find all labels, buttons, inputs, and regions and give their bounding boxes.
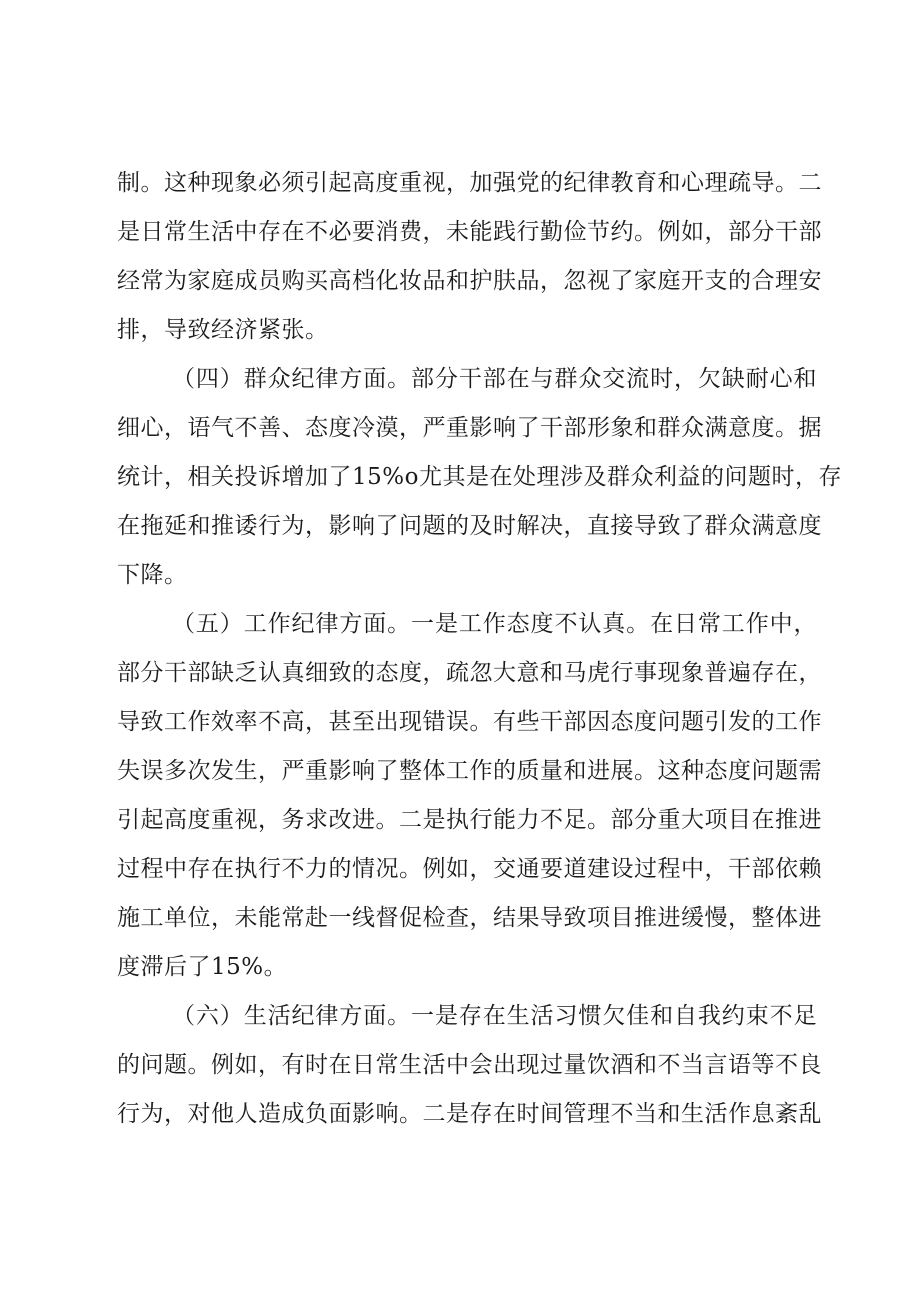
section-heading-line: （四）群众纪律方面。部分干部在与群众交流时，欠缺耐心和: [172, 366, 817, 392]
text-line: 度滞后了15%。: [117, 954, 288, 980]
text-line: 引起高度重视，务求改进。二是执行能力不足。部分重大项目在推进: [117, 807, 822, 833]
text-line: 导致工作效率不高，甚至出现错误。有些干部因态度问题引发的工作: [117, 709, 822, 735]
text-line: 细心，语气不善、态度冷漠，严重影响了干部形象和群众满意度。据: [117, 415, 822, 441]
text-line: 经常为家庭成员购买高档化妆品和护肤品，忽视了家庭开支的合理安: [117, 268, 822, 294]
text-line: 的问题。例如，有时在日常生活中会出现过量饮酒和不当言语等不良: [117, 1052, 822, 1078]
text-line: 行为，对他人造成负面影响。二是存在时间管理不当和生活作息紊乱: [117, 1101, 822, 1127]
text-line: 排，导致经济紧张。: [117, 317, 329, 343]
text-line: 施工单位，未能常赴一线督促检查，结果导致项目推进缓慢，整体进: [117, 905, 822, 931]
text-line: 在拖延和推诿行为，影响了问题的及时解决，直接导致了群众满意度: [117, 513, 822, 539]
section-heading-line: （六）生活纪律方面。一是存在生活习惯欠佳和自我约束不足: [172, 1003, 817, 1029]
text-line: 统计，相关投诉增加了15%o尤其是在处理涉及群众利益的问题时，存: [117, 464, 842, 490]
text-line: 部分干部缺乏认真细致的态度，疏忽大意和马虎行事现象普遍存在，: [117, 660, 822, 686]
text-line: 是日常生活中存在不必要消费，未能践行勤俭节约。例如，部分干部: [117, 219, 822, 245]
text-line: 制。这种现象必须引起高度重视，加强党的纪律教育和心理疏导。二: [117, 170, 822, 196]
text-line: 下降。: [117, 562, 188, 588]
text-line: 失误多次发生，严重影响了整体工作的质量和进展。这种态度问题需: [117, 758, 822, 784]
text-line: 过程中存在执行不力的情况。例如，交通要道建设过程中，干部依赖: [117, 856, 822, 882]
section-heading-line: （五）工作纪律方面。一是工作态度不认真。在日常工作中，: [172, 611, 817, 637]
